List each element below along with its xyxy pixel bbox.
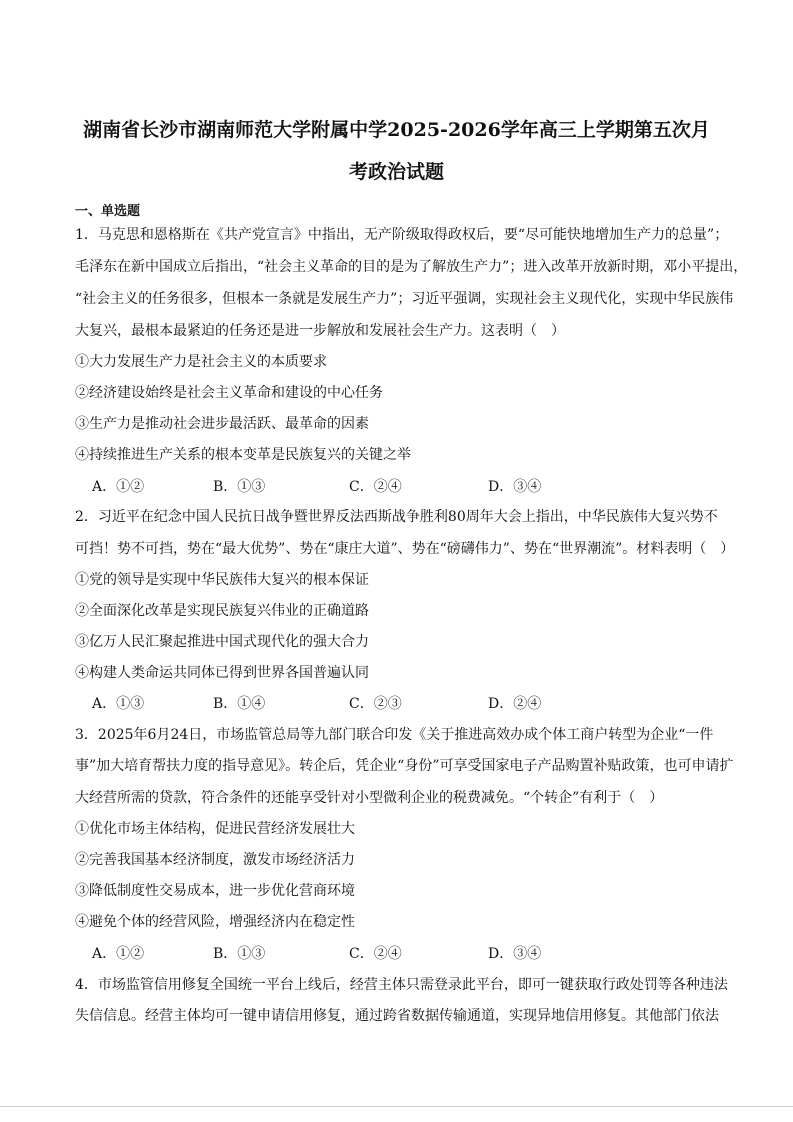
question-1-option-d: D．③④ — [488, 479, 542, 495]
question-1-text-line: 1．马克思和恩格斯在《共产党宣言》中指出，无产阶级取得政权后，要“尽可能快地增加生产力的总量”； — [75, 227, 729, 243]
question-2-text-line: 2．习近平在纪念中国人民抗日战争暨世界反法西斯战争胜利80周年大会上指出，中华民族伟大复兴势不 — [75, 509, 718, 525]
question-1-text-line: “社会主义的任务很多，但根本一条就是发展生产力”；习近平强调，实现社会主义现代化，实现中华民族伟 — [75, 291, 734, 307]
question-1-text-line: 大复兴，最根本最紧迫的任务还是进一步解放和发展社会生产力。这表明（ ） — [75, 323, 565, 339]
question-3-statement: ④避免个体的经营风险，增强经济内在稳定性 — [75, 914, 355, 930]
question-1-text-line: 毛泽东在新中国成立后指出，“社会主义革命的目的是为了解放生产力”；进入改革开放新时期，邓小平提出， — [75, 259, 748, 275]
question-2-statement: ②全面深化改革是实现民族复兴伟业的正确道路 — [75, 603, 369, 619]
question-2-statement: ④构建人类命运共同体已得到世界各国普遍认同 — [75, 665, 369, 681]
question-1-option-c: C．②④ — [349, 479, 402, 495]
question-3-option-b: B．①③ — [213, 946, 266, 962]
question-2-statement: ①党的领导是实现中华民族伟大复兴的根本保证 — [75, 572, 369, 588]
question-2-option-b: B．①④ — [213, 696, 266, 712]
page-bottom-divider — [0, 1106, 793, 1107]
question-1-statement: ④持续推进生产关系的根本变革是民族复兴的关键之举 — [75, 447, 411, 463]
question-3-statement: ②完善我国基本经济制度，激发市场经济活力 — [75, 852, 355, 868]
question-3-text-line: 事”加大培育帮扶力度的指导意见》。转企后，凭企业“身份”可享受国家电子产品购置补贴政策，也可申请扩 — [75, 758, 734, 774]
exam-title-line-1: 湖南省长沙市湖南师范大学附属中学2025-2026学年高三上学期第五次月 — [83, 119, 710, 141]
question-2-statement: ③亿万人民汇聚起推进中国式现代化的强大合力 — [75, 634, 369, 650]
question-1-statement: ②经济建设始终是社会主义革命和建设的中心任务 — [75, 385, 383, 401]
question-3-option-d: D．③④ — [488, 946, 542, 962]
question-2-option-d: D．②④ — [488, 696, 542, 712]
question-1-statement: ③生产力是推动社会进步最活跃、最革命的因素 — [75, 416, 369, 432]
question-2-option-a: A．①③ — [92, 696, 145, 712]
question-3-option-c: C．②④ — [349, 946, 402, 962]
question-1-option-b: B．①③ — [213, 479, 266, 495]
question-3-statement: ①优化市场主体结构，促进民营经济发展壮大 — [75, 821, 355, 837]
question-2-text-line: 可挡！势不可挡，势在“最大优势”、势在“康庄大道”、势在“磅礴伟力”、势在“世界潮流”。材料表明（ ） — [75, 541, 735, 557]
question-3-option-a: A．①② — [92, 946, 145, 962]
question-3-statement: ③降低制度性交易成本，进一步优化营商环境 — [75, 883, 355, 899]
question-1-option-a: A．①② — [92, 479, 145, 495]
question-4-text-line: 4．市场监管信用修复全国统一平台上线后，经营主体只需登录此平台，即可一键获取行政处罚等各种违法 — [75, 977, 728, 993]
question-1-statement: ①大力发展生产力是社会主义的本质要求 — [75, 354, 327, 370]
question-3-text-line: 3．2025年6月24日，市场监管总局等九部门联合印发《关于推进高效办成个体工商户转型为企业“一件 — [75, 727, 714, 743]
exam-title-line-2: 考政治试题 — [348, 161, 444, 183]
question-2-option-c: C．②③ — [349, 696, 402, 712]
section-heading: 一、单选题 — [75, 204, 141, 219]
question-3-text-line: 大经营所需的贷款，符合条件的还能享受针对小型微利企业的税费减免。“个转企”有利于（ ） — [75, 790, 664, 806]
question-4-text-line: 失信信息。经营主体均可一键申请信用修复，通过跨省数据传输通道，实现异地信用修复。其他部门依法 — [75, 1008, 719, 1024]
